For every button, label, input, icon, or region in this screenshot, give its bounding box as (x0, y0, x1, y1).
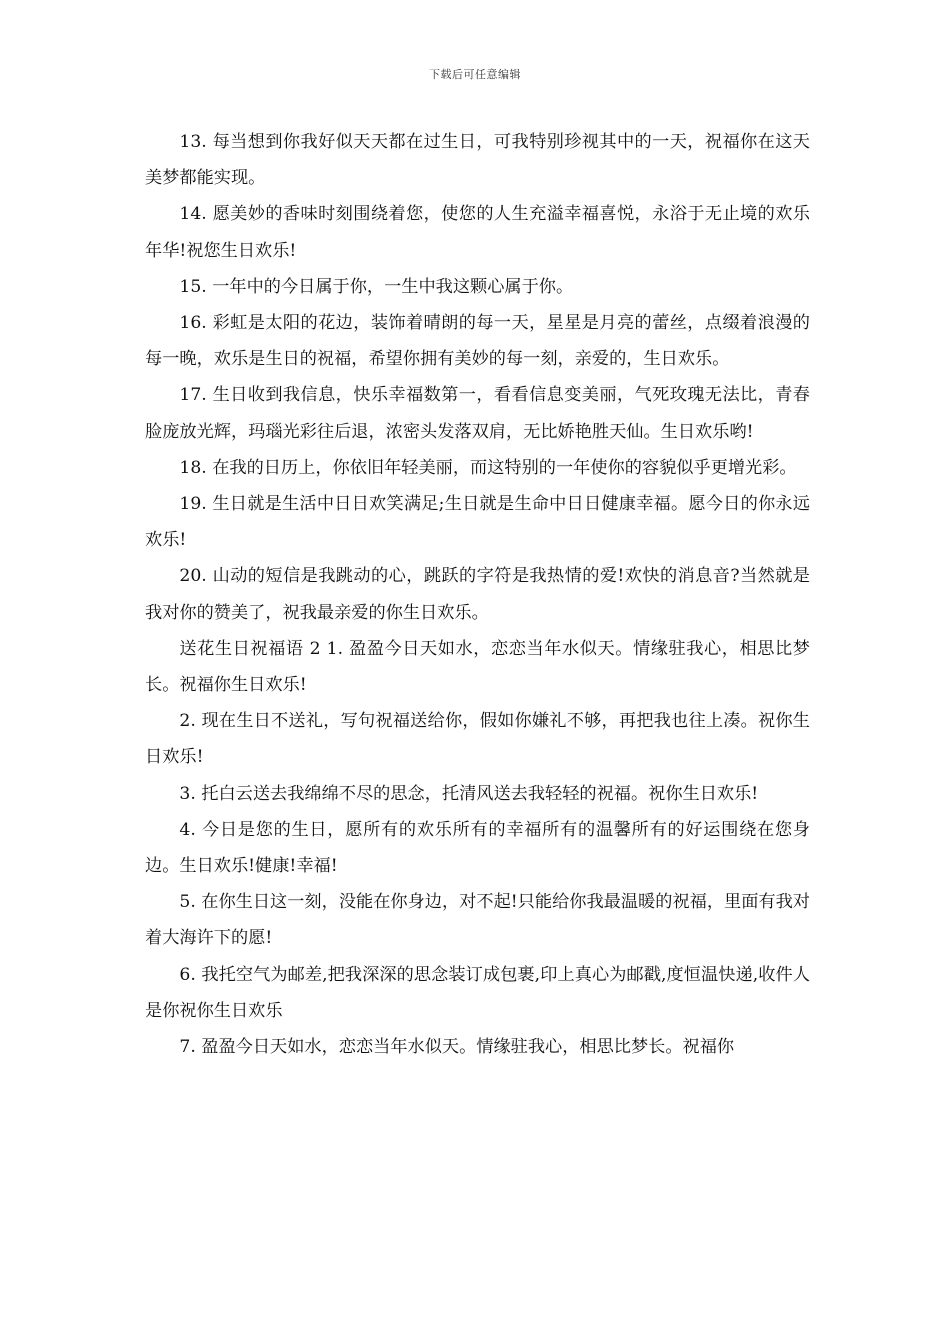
paragraph: 4. 今日是您的生日，愿所有的欢乐所有的幸福所有的温馨所有的好运围绕在您身边。生日欢乐!健康!幸福! (145, 819, 810, 877)
paragraph: 15. 一年中的今日属于你，一生中我这颗心属于你。 (179, 276, 574, 297)
paragraph: 3. 托白云送去我绵绵不尽的思念，托清风送去我轻轻的祝福。祝你生日欢乐! (179, 783, 759, 804)
paragraph: 7. 盈盈今日天如水，恋恋当年水似天。情缘驻我心，相思比梦长。祝福你 (179, 1037, 735, 1058)
paragraph: 送花生日祝福语 2 1. 盈盈今日天如水，恋恋当年水似天。情缘驻我心，相思比梦长。祝福你生日欢乐! (145, 638, 810, 696)
paragraph: 19. 生日就是生活中日日欢笑满足;生日就是生命中日日健康幸福。愿今日的你永远欢乐! (145, 494, 810, 551)
paragraph: 18. 在我的日历上，你依旧年轻美丽，而这特别的一年使你的容貌似乎更增光彩。 (179, 457, 797, 478)
page-header: 下载后可任意编辑 (429, 68, 521, 81)
paragraph: 6. 我托空气为邮差,把我深深的思念装订成包裹,印上真心为邮戳,度恒温快递,收件人是你祝你生日欢乐 (145, 964, 811, 1021)
paragraph: 5. 在你生日这一刻，没能在你身边，对不起!只能给你我最温暖的祝福，里面有我对着大海许下的愿! (145, 892, 810, 949)
paragraph: 17. 生日收到我信息，快乐幸福数第一，看看信息变美丽，气死玫瑰无法比，青春脸庞放光辉，玛瑙光彩往后退，浓密头发落双肩，无比娇艳胜天仙。生日欢乐哟! (145, 385, 810, 442)
paragraph: 20. 山动的短信是我跳动的心，跳跃的字符是我热情的爱!欢快的消息音?当然就是我对你的赞美了，祝我最亲爱的你生日欢乐。 (145, 566, 810, 623)
paragraph: 13. 每当想到你我好似天天都在过生日，可我特别珍视其中的一天，祝福你在这天美梦都能实现。 (145, 132, 810, 189)
document-body (145, 124, 810, 1065)
paragraph: 16. 彩虹是太阳的花边，装饰着晴朗的每一天，星星是月亮的蕾丝，点缀着浪漫的每一晚，欢乐是生日的祝福，希望你拥有美妙的每一刻，亲爱的，生日欢乐。 (145, 313, 810, 370)
paragraph: 14. 愿美妙的香味时刻围绕着您，使您的人生充溢幸福喜悦，永浴于无止境的欢乐年华!祝您生日欢乐! (145, 204, 810, 261)
paragraph: 2. 现在生日不送礼，写句祝福送给你，假如你嫌礼不够，再把我也往上凑。祝你生日欢乐! (145, 711, 810, 768)
